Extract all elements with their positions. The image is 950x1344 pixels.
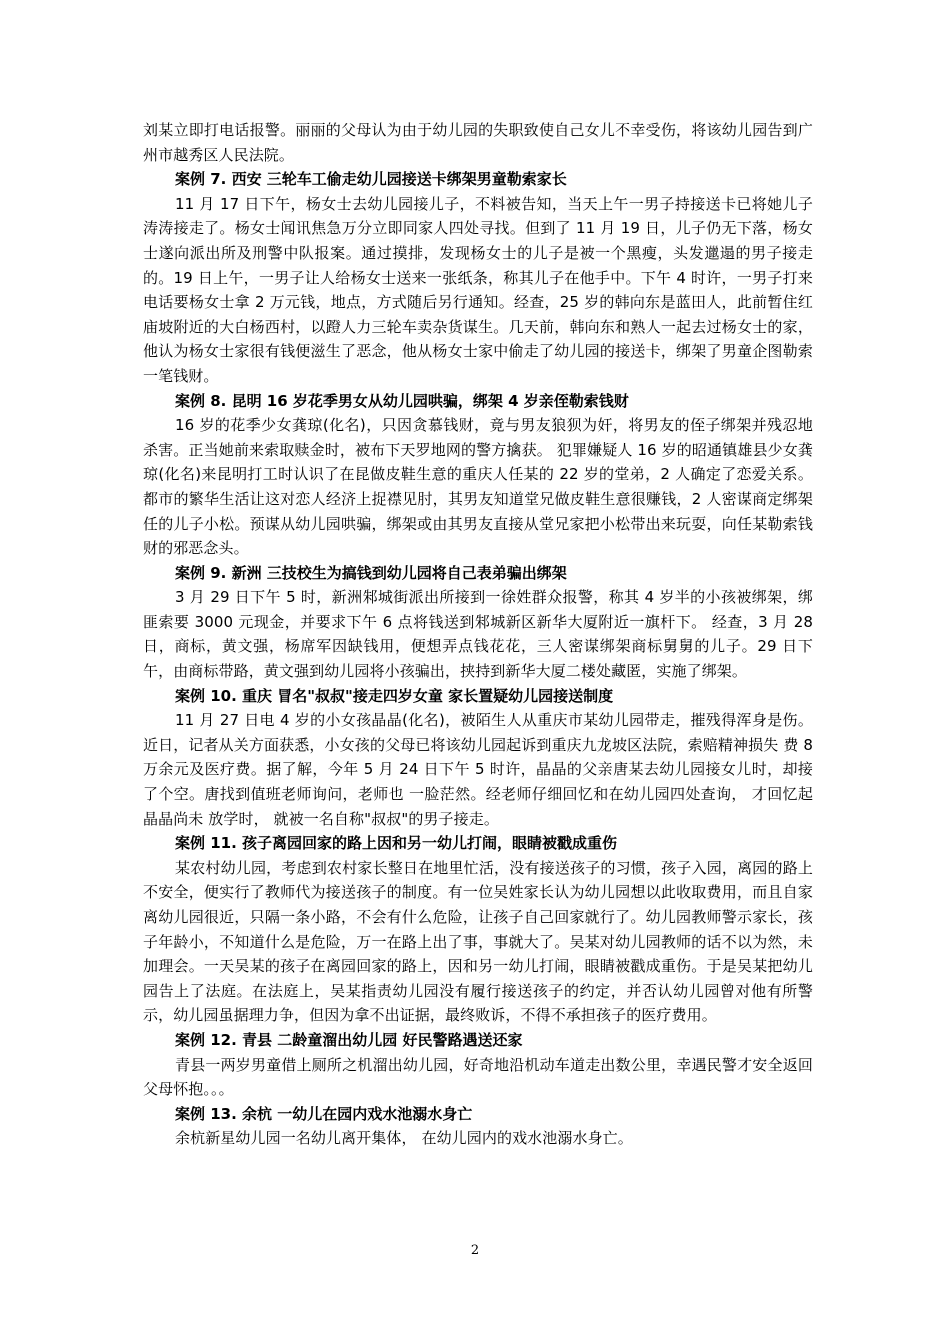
case-12: [143, 1028, 813, 1102]
case-12-heading: 案例 12. 青县 二龄童溜出幼儿园 好民警路遇送还家: [175, 1030, 523, 1049]
case-12-body: 青县一两岁男童借上厕所之机溜出幼儿园，好奇地沿机动车道走出数公里，幸遇民警才安全返回父母怀抱。。。: [143, 1055, 813, 1099]
case-10: [143, 684, 813, 832]
case-11: [143, 831, 813, 1028]
case-13-body: 余杭新星幼儿园一名幼儿离开集体， 在幼儿园内的戏水池溺水身亡。: [175, 1129, 633, 1148]
lead-paragraph: 刘某立即打电话报警。丽丽的父母认为由于幼儿园的失职致使自己女儿不幸受伤，将该幼儿园告到广州市越秀区人民法院。: [143, 121, 813, 164]
case-9-heading: 案例 9. 新洲 三技校生为搞钱到幼儿园将自己表弟骗出绑架: [175, 563, 567, 582]
case-8-heading: 案例 8. 昆明 16 岁花季男女从幼儿园哄骗，绑架 4 岁亲侄勒索钱财: [175, 391, 629, 410]
page-body: [143, 118, 813, 1151]
case-7-body: 11 月 17 日下午，杨女士去幼儿园接儿子，不料被告知，当天上午一男子持接送卡已将她儿子涛涛接走了。杨女士闻讯焦急万分立即同家人四处寻找。但到了 11 月 19 日，儿子仍无下落，杨女士遂向派出所及刑警中队报案。通过摸排，发现杨女士的儿子是被一个黑瘦，头发邋遢的男子接走的。19 日上午，一男子让人给杨女士送来一张纸条，称其儿子在他手中。下午 4 时许，一男子打来电话要杨女士拿 2 万元钱，地点，方式随后另行通知。经查，25 岁的韩向东是蓝田人，此前暂住红庙坡附近的大白杨西村，以蹬人力三轮车卖杂货谋生。几天前，韩向东和熟人一起去过杨女士的家，他认为杨女士家很有钱便滋生了恶念，他从杨女士家中偷走了幼儿园的接送卡，绑架了男童企图勒索一笔钱财。: [143, 194, 813, 385]
case-13: [143, 1102, 813, 1151]
case-8: [143, 389, 813, 561]
case-7: [143, 167, 813, 388]
case-11-body: 某农村幼儿园，考虑到农村家长整日在地里忙活，没有接送孩子的习惯，孩子入园，离园的路上不安全，便实行了教师代为接送孩子的制度。有一位吴姓家长认为幼儿园想以此收取费用，而且自家离幼儿园很近，只隔一条小路，不会有什么危险，让孩子自己回家就行了。幼儿园教师警示家长，孩子年龄小，不知道什么是危险，万一在路上出了事，事就大了。吴某对幼儿园教师的话不以为然，未加理会。一天吴某的孩子在离园回家的路上，因和另一幼儿打闹，眼睛被戳成重伤。于是吴某把幼儿园告上了法庭。在法庭上，吴某指责幼儿园没有履行接送孩子的约定，并否认幼儿园曾对他有所警示，幼儿园虽据理力争，但因为拿不出证据，最终败诉，不得不承担孩子的医疗费用。: [143, 858, 813, 1025]
case-11-heading: 案例 11. 孩子离园回家的路上因和另一幼儿打闹，眼睛被戳成重伤: [175, 834, 618, 853]
case-9: [143, 561, 813, 684]
page-number: 2: [470, 1243, 480, 1258]
case-13-heading: 案例 13. 余杭 一幼儿在园内戏水池溺水身亡: [175, 1104, 473, 1123]
case-8-body: 16 岁的花季少女龚琼(化名)，只因贪慕钱财，竟与男友狼狈为奸，将男友的侄子绑架并残忍地杀害。正当她前来索取赎金时，被布下天罗地网的警方擒获。 犯罪嫌疑人 16 岁的昭通镇雄县少女龚琼(化名)来昆明打工时认识了在昆做皮鞋生意的重庆人任某的 22 岁的堂弟，2 人确定了恋爱关系。 都市的繁华生活让这对恋人经济上捉襟见肘，其男友知道堂兄做皮鞋生意很赚钱，2 人密谋商定绑架任的儿子小松。预谋从幼儿园哄骗，绑架或由其男友直接从堂兄家把小松带出来玩耍，向任某勒索钱财的邪恶念头。: [143, 416, 813, 558]
case-7-heading: 案例 7. 西安 三轮车工偷走幼儿园接送卡绑架男童勒索家长: [175, 170, 567, 189]
case-9-body: 3 月 29 日下午 5 时，新洲邾城街派出所接到一徐姓群众报警，称其 4 岁半的小孩被绑架，绑匪索要 3000 元现金，并要求下午 6 点将钱送到邾城新区新华大厦附近一旗杆下。 经查，3 月 28 日，商标，黄文强，杨席军因缺钱用，便想弄点钱花花，三人密谋绑架商标舅舅的儿子。29 日下午，由商标带路，黄文强到幼儿园将小孩骗出，挟持到新华大厦二楼处藏匿，实施了绑架。: [143, 588, 813, 681]
case-10-body: 11 月 27 日电 4 岁的小女孩晶晶(化名)，被陌生人从重庆市某幼儿园带走，摧残得浑身是伤。近日，记者从关方面获悉，小女孩的父母已将该幼儿园起诉到重庆九龙坡区法院，索赔精神损失 费 8 万余元及医疗费。据了解，今年 5 月 24 日下午 5 时许，晶晶的父亲唐某去幼儿园接女儿时，却接了个空。唐找到值班老师询问，老师也 一脸茫然。经老师仔细回忆和在幼儿园四处查询， 才回忆起晶晶尚未 放学时， 就被一名自称"叔叔"的男子接走。: [143, 711, 813, 828]
case-10-heading: 案例 10. 重庆 冒名"叔叔"接走四岁女童 家长置疑幼儿园接送制度: [175, 686, 614, 705]
